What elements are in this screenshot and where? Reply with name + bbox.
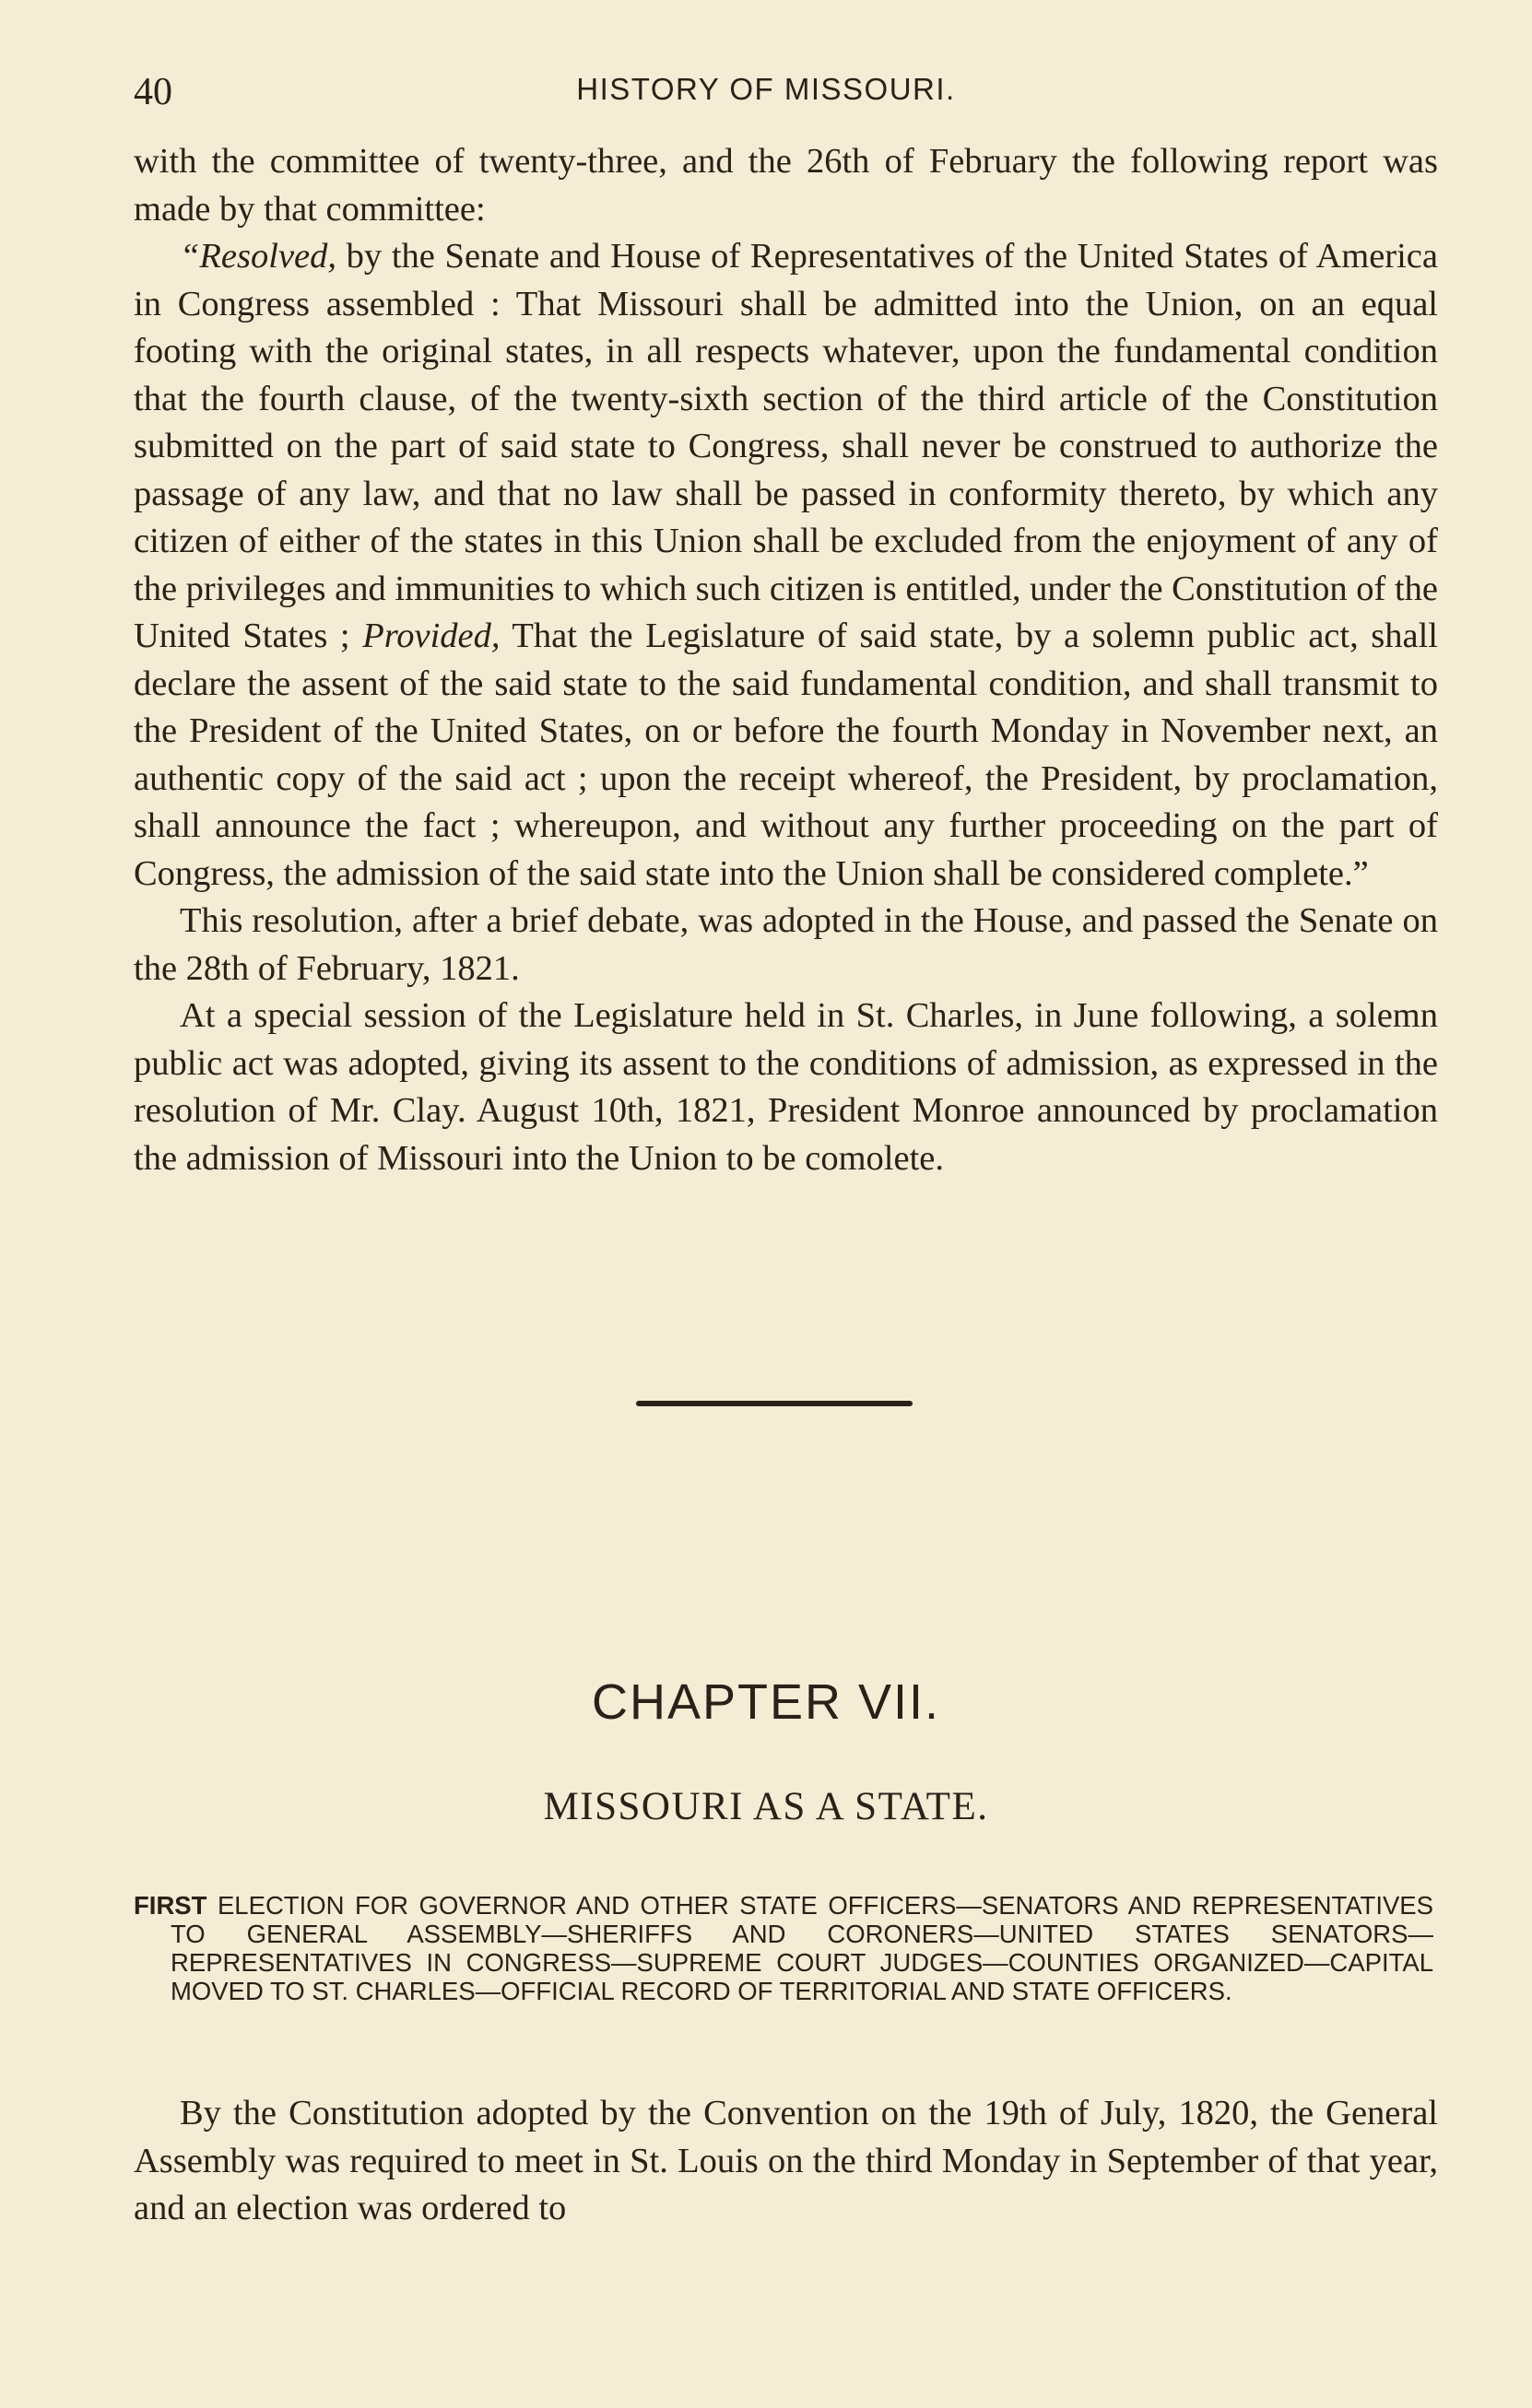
paragraph: At a special session of the Legislature held in St. Charles, in June following, a solemn public act was adopted, giving its assent to the conditions of admission, as expressed in the resolution of Mr. Clay. August 10th, 1821, President Monroe announced by proclamation the admission of Missouri into the Union to be comolete. [134,996,1438,1178]
synopsis-first-word: FIRST [134,1891,207,1920]
resolution-paragraph [134,233,1438,898]
paragraph: with the committee of twenty-three, and the 26th of February the following report was made by that committee: [134,142,1438,229]
chapter-heading: CHAPTER VII. [591,1674,941,1730]
synopsis-text: ELECTION FOR GOVERNOR AND OTHER STATE OFFICERS—SENATORS AND REPRESENTATIVES TO GENERAL ASSEMBLY—SHERIFFS AND CORONERS—UNITED STATES SENATORS—REPRESENTATIVES IN CONGRESS—SUPREME COURT JUDGES—COUNTIES ORGANIZED—CAPITAL MOVED TO ST. CHARLES—OFFICIAL RECORD OF TERRITORIAL AND STATE OFFICERS. [171,1891,1433,2005]
page-number: 40 [134,71,172,113]
provided-italic: Provided, [362,617,501,655]
section-divider [636,1401,913,1406]
running-title: HISTORY OF MISSOURI. [576,72,956,106]
resolved-italic: “Resolved, [180,237,336,276]
resolution-text-b: That the Legislature of said state, by a solemn public act, shall declare the assent of the said state to the said fundamental condition, and shall transmit to the President of the United States, on or before the fourth Monday in November next, an authentic copy of the said act ; upon the receipt whereof, the President, by proclamation, shall announce the fact ; whereupon, and without any further proceeding on the part of Congress, the admission of the said state into the Union shall be considered complete.” [134,617,1439,893]
chapter-body-text [134,2090,1438,2233]
resolution-text-a: by the Senate and House of Representatives of the United States of America in Congress assembled : That Missouri shall be admitted into the Union, on an equal footing with the original states, in all respects whatever, upon the fundamental condition that the fourth clause, of the twenty-sixth section of the third article of the Constitution submitted on the part of said state to Congress, shall never be construed to authorize the passage of any law, and that no law shall be passed in conformity thereto, by which any citizen of either of the states in this Union shall be excluded from the enjoyment of any of the privileges and immunities to which such citizen is entitled, under the Constitution of the United States ; [134,237,1438,655]
page-header [0,63,1532,118]
body-text [134,138,1438,1182]
paragraph: This resolution, after a brief debate, was adopted in the House, and passed the Senate on the 28th of February, 1821. [134,901,1438,988]
chapter-synopsis [134,1891,1433,2005]
chapter-title: MISSOURI AS A STATE. [543,1785,989,1828]
paragraph: By the Constitution adopted by the Convention on the 19th of July, 1820, the General Assembly was required to meet in St. Louis on the third Monday in September of that year, and an election was ordered to [134,2094,1438,2227]
